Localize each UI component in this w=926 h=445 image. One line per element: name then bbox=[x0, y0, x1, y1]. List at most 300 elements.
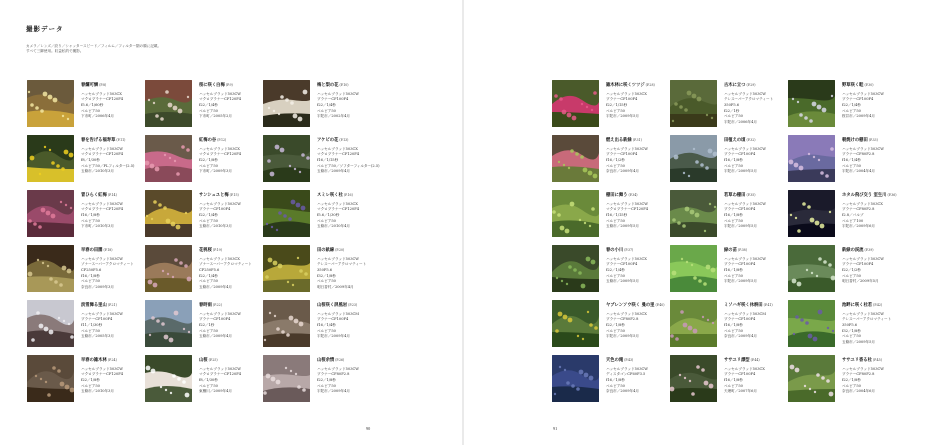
photo-entry bbox=[27, 355, 147, 405]
photo-detail-line: 宇陀市／2002年4月 bbox=[317, 114, 350, 119]
photo-detail-line: ハッセルブラッド503CX bbox=[317, 201, 358, 206]
photo-detail-line: ベルビア50 bbox=[81, 218, 100, 223]
photo-detail-line: テレスーパーアクロマティート bbox=[317, 262, 367, 267]
photo-detail-line: f16／1/15秒 bbox=[317, 157, 339, 162]
photo-detail-line: マクロプラナーCF120F4 bbox=[317, 152, 360, 157]
photo-info bbox=[724, 357, 792, 395]
photo-detail-line: ベルビア50 bbox=[199, 108, 218, 113]
photo-page-ref: (P.43) bbox=[624, 358, 634, 362]
photo-entry bbox=[788, 135, 908, 185]
photo-entry bbox=[27, 190, 147, 240]
photo-entry bbox=[552, 190, 672, 240]
photo-caption bbox=[606, 192, 674, 199]
photo-caption bbox=[724, 302, 792, 309]
photo-title: 燃え出る新緑 bbox=[606, 138, 632, 143]
photo-detail-line: f22／1/4秒 bbox=[199, 273, 218, 278]
photo-caption bbox=[81, 302, 149, 309]
photo-detail-line: プラナーCF100F4 bbox=[724, 152, 756, 157]
photo-detail-line: ハッセルブラッド503CW bbox=[842, 256, 884, 261]
photo-detail-line: 宇陀市／2004年4月 bbox=[842, 169, 875, 174]
photo-detail-line: 天理町／2007年6月 bbox=[724, 389, 757, 394]
photo-detail-line: f22／1/15秒 bbox=[606, 102, 628, 107]
photo-detail-line: ベルビア50 bbox=[81, 108, 100, 113]
photo-thumbnail bbox=[788, 135, 835, 182]
photo-detail-line: プラナーCF100F4 bbox=[81, 317, 113, 322]
photo-entry bbox=[27, 245, 147, 295]
photo-caption bbox=[842, 82, 910, 89]
photo-page-ref: (P.12) bbox=[217, 138, 227, 142]
photo-page-ref: (P.24) bbox=[107, 358, 117, 362]
photo-detail-line: f22／1/4秒 bbox=[199, 212, 218, 217]
photo-info bbox=[317, 82, 385, 120]
photo-detail-line: f16／1/8秒 bbox=[81, 273, 100, 278]
photo-detail-line: 宇陀市／2009年6月 bbox=[842, 224, 875, 229]
photo-detail-line: プラナーCF80F2.8 bbox=[842, 372, 875, 377]
photo-detail-line: 東櫛川／2009年4月 bbox=[199, 389, 232, 394]
photo-page-ref: (P.8) bbox=[99, 83, 107, 87]
photo-detail-line: 下市町／2006年4月 bbox=[81, 114, 114, 119]
photo-detail-line: ハッセルブラッド503CX bbox=[199, 256, 240, 261]
photo-entry bbox=[552, 300, 672, 350]
photo-thumbnail bbox=[670, 135, 717, 182]
photo-title: ホタル飛び交う 室生川 bbox=[842, 193, 887, 198]
photo-info bbox=[81, 82, 149, 120]
photo-info bbox=[199, 192, 267, 230]
photo-detail-line: f11／1/30秒 bbox=[81, 322, 103, 327]
photo-info bbox=[606, 302, 674, 340]
photo-entry bbox=[27, 135, 147, 185]
photo-entry bbox=[552, 355, 672, 405]
photo-info bbox=[81, 192, 149, 230]
photo-detail-line: ベルビア50 bbox=[199, 218, 218, 223]
photo-detail-line: f5.6／1/30秒 bbox=[317, 212, 340, 217]
photo-caption bbox=[317, 357, 385, 364]
photo-detail-line: ベルビア50／ソフターフィルター(2.5) bbox=[317, 163, 380, 168]
photo-page-ref: (P.22) bbox=[212, 303, 222, 307]
photo-detail-line: ベルビア50 bbox=[317, 108, 336, 113]
photo-caption bbox=[606, 357, 674, 364]
photo-title: 天色の滝 bbox=[606, 358, 624, 363]
photo-page-ref: (P.30) bbox=[864, 83, 874, 87]
photo-detail-line: f22／1/4秒 bbox=[199, 102, 218, 107]
photo-detail-line: ベルビア50 bbox=[606, 108, 625, 113]
photo-detail-line: f22／1/2秒 bbox=[842, 267, 861, 272]
photo-caption bbox=[842, 192, 910, 199]
photo-detail-line: ベルビア50 bbox=[724, 218, 743, 223]
photo-entry bbox=[552, 135, 672, 185]
photo-title: 春時雨 bbox=[199, 303, 212, 308]
photo-detail-line: 宇陀市／2009年5月 bbox=[606, 334, 639, 339]
photo-entry bbox=[788, 300, 908, 350]
photo-detail-line: ベルビア50 bbox=[81, 328, 100, 333]
photo-detail-line: 宇陀市／2009年4月 bbox=[317, 334, 350, 339]
photo-entry bbox=[263, 245, 383, 295]
photo-title: 田植えの頃 bbox=[724, 138, 746, 143]
photo-detail-line: ハッセルブラッド503CW bbox=[81, 311, 123, 316]
photo-thumbnail bbox=[145, 355, 192, 402]
photo-detail-line: 奈良市／2004年6月 bbox=[842, 389, 875, 394]
photo-title: サンシュユと梅 bbox=[199, 193, 229, 198]
photo-detail-line: CF250F5.6 bbox=[81, 267, 102, 272]
photo-info bbox=[317, 357, 385, 395]
photo-page-ref: (P.31) bbox=[632, 138, 642, 142]
photo-thumbnail bbox=[552, 355, 599, 402]
photo-page-ref: (P.25) bbox=[208, 358, 218, 362]
photo-entry bbox=[263, 190, 383, 240]
photo-detail-line: ハッセルブラッド503CW bbox=[81, 146, 123, 151]
section-title: 撮影データ bbox=[26, 25, 64, 33]
photo-thumbnail bbox=[788, 300, 835, 347]
photo-detail-line: 明日香村／2009年4月 bbox=[317, 285, 354, 290]
photo-detail-line: ハッセルブラッド503CM bbox=[317, 311, 359, 316]
photo-caption bbox=[81, 247, 149, 254]
photo-thumbnail bbox=[670, 300, 717, 347]
photo-title: 新緑の渓流 bbox=[842, 248, 864, 253]
photo-detail-line: 宇陀市／2009年4月 bbox=[317, 389, 350, 394]
photo-detail-line: プラナーCF100F4 bbox=[724, 262, 756, 267]
photo-detail-line: 五條市／2009年4月 bbox=[199, 334, 232, 339]
photo-detail-line: 五條市／2005年3月 bbox=[81, 334, 114, 339]
photo-data-grid-left bbox=[27, 80, 393, 402]
photo-info bbox=[317, 192, 385, 230]
photo-title: 桜に咲く白梅 bbox=[199, 83, 225, 88]
photo-info bbox=[317, 302, 385, 340]
photo-page-ref: (P.11) bbox=[116, 138, 126, 142]
photo-title: 野草咲く畦 bbox=[842, 83, 864, 88]
photo-detail-line: 五條市／2010年3月 bbox=[81, 389, 114, 394]
photo-detail-line: ベルビア50 bbox=[606, 218, 625, 223]
photo-detail-line: f16／1/8秒 bbox=[606, 377, 625, 382]
photo-detail-line: ハッセルブラッド503CX bbox=[317, 146, 358, 151]
photo-thumbnail bbox=[263, 80, 310, 127]
photo-detail-line: プラナーCF100F4 bbox=[724, 372, 756, 377]
photo-info bbox=[606, 357, 674, 395]
photo-title: 春を告げる福寿草 bbox=[81, 138, 116, 143]
photo-caption bbox=[606, 82, 674, 89]
photo-detail-line: f16／1/8秒 bbox=[724, 322, 743, 327]
photo-detail-line: ハッセルブラッド503CW bbox=[606, 366, 648, 371]
photo-detail-line: f22／1/4秒 bbox=[842, 102, 861, 107]
photo-entry bbox=[263, 300, 383, 350]
photo-title: 梅と梨の花 bbox=[317, 83, 339, 88]
photo-title: 早春の雑木林 bbox=[81, 358, 107, 363]
photo-info bbox=[606, 137, 674, 175]
intro-text bbox=[26, 44, 326, 55]
photo-detail-line: ハッセルブラッド503CW bbox=[724, 256, 766, 261]
photo-caption bbox=[606, 137, 674, 144]
photo-detail-line: 五條市／2009年4月 bbox=[317, 169, 350, 174]
photo-detail-line: ハッセルブラッド503CW bbox=[199, 311, 241, 316]
photo-detail-line: ハッセルブラッド503CX bbox=[842, 201, 883, 206]
photo-detail-line: プラナーCF100F4 bbox=[724, 207, 756, 212]
photo-detail-line: ベルビア50 bbox=[724, 383, 743, 388]
photo-detail-line: プラナーCF100F4 bbox=[199, 207, 231, 212]
photo-page-ref: (P.42) bbox=[873, 303, 883, 307]
photo-info bbox=[199, 357, 267, 395]
photo-detail-line: ベルビア50 bbox=[842, 334, 861, 339]
photo-detail-line: ベルビア50 bbox=[724, 328, 743, 333]
photo-page-ref: (P.32) bbox=[746, 138, 756, 142]
photo-page-ref: (P.38) bbox=[737, 248, 747, 252]
photo-thumbnail bbox=[788, 355, 835, 402]
photo-caption bbox=[199, 357, 267, 364]
photo-caption bbox=[199, 247, 267, 254]
photo-caption bbox=[199, 302, 267, 309]
photo-detail-line: 宇陀市／2009年5月 bbox=[606, 114, 639, 119]
photo-detail-line: ハッセルブラッド503CX bbox=[606, 256, 647, 261]
photo-detail-line: ハッセルブラッド503CX bbox=[724, 366, 765, 371]
photo-detail-line: 350F5.6 bbox=[842, 322, 858, 327]
photo-detail-line: マクロプラナーCF120F4 bbox=[317, 207, 360, 212]
photo-caption bbox=[317, 302, 385, 309]
photo-detail-line: f16／1/8秒 bbox=[724, 377, 743, 382]
photo-thumbnail bbox=[145, 80, 192, 127]
photo-title: 棚田に舞う bbox=[606, 193, 628, 198]
photo-detail-line: f16／1/8秒 bbox=[724, 157, 743, 162]
photo-thumbnail bbox=[670, 245, 717, 292]
photo-caption bbox=[606, 247, 674, 254]
photo-detail-line: 桜井市／2009年4月 bbox=[842, 114, 875, 119]
photo-page-ref: (P.40) bbox=[655, 303, 665, 307]
photo-title: ササユリ漂型 bbox=[724, 358, 750, 363]
photo-info bbox=[199, 302, 267, 340]
photo-detail-line: ハッセルブラッド503CM bbox=[724, 311, 766, 316]
photo-info bbox=[842, 82, 910, 120]
photo-detail-line: f22／1/8秒 bbox=[81, 377, 100, 382]
photo-title: 緑の苗 bbox=[724, 248, 737, 253]
photo-title: 古木に立つ bbox=[724, 83, 746, 88]
photo-detail-line: ハッセルブラッド503CW bbox=[81, 201, 123, 206]
photo-detail-line: ベルビア50 bbox=[199, 163, 218, 168]
page-number: 91 bbox=[553, 426, 558, 431]
photo-detail-line: ハッセルブラッド503CW bbox=[317, 256, 359, 261]
photo-info bbox=[842, 302, 910, 346]
photo-info bbox=[81, 137, 149, 175]
photo-detail-line: f8／1/30秒 bbox=[81, 157, 100, 162]
photo-info bbox=[724, 302, 792, 340]
photo-detail-line: 五條市／2010年4月 bbox=[317, 224, 350, 229]
photo-info bbox=[81, 302, 149, 340]
photo-detail-line: 五條市／2010年3月 bbox=[81, 169, 114, 174]
photo-detail-line: 五條市／2010年3月 bbox=[199, 224, 232, 229]
photo-detail-line: ベルビア50 bbox=[317, 328, 336, 333]
photo-detail-line: ベルビア50 bbox=[606, 163, 625, 168]
photo-detail-line: 宇陀市／2009年5月 bbox=[724, 279, 757, 284]
photo-detail-line: f32／1/8秒 bbox=[842, 328, 861, 333]
photo-caption bbox=[724, 192, 792, 199]
photo-caption bbox=[199, 192, 267, 199]
photo-detail-line: ハッセルブラッド503CW bbox=[842, 146, 884, 151]
photo-detail-line: プラナーCF100F4 bbox=[199, 317, 231, 322]
photo-detail-line: f22／1/8秒 bbox=[842, 377, 861, 382]
photo-entry bbox=[145, 245, 265, 295]
photo-detail-line: ベルビア50 bbox=[842, 273, 861, 278]
photo-detail-line: ベルビア50 bbox=[842, 108, 861, 113]
photo-detail-line: ベルビア100 bbox=[842, 218, 864, 223]
photo-detail-line: ハッセルブラッド503CW bbox=[842, 311, 884, 316]
photo-detail-line: 五條市／2009年4月 bbox=[199, 285, 232, 290]
right-page bbox=[463, 0, 926, 445]
photo-title: 花桃桜 bbox=[199, 248, 212, 253]
photo-caption bbox=[317, 192, 385, 199]
photo-detail-line: ベルビア50 bbox=[606, 328, 625, 333]
photo-detail-line: ベルビア50 bbox=[842, 163, 861, 168]
photo-page-ref: (P.35) bbox=[746, 193, 756, 197]
photo-thumbnail bbox=[27, 355, 74, 402]
photo-detail-line: テレスーパーアクロマティート bbox=[724, 97, 774, 102]
photo-detail-line: f22／1秒 bbox=[199, 322, 215, 327]
photo-thumbnail bbox=[27, 135, 74, 182]
photo-info bbox=[606, 192, 674, 230]
photo-detail-line: ハッセルブラッド503CW bbox=[199, 366, 241, 371]
photo-entry bbox=[670, 190, 790, 240]
photo-detail-line: プラナーCF100F4 bbox=[606, 97, 638, 102]
photo-thumbnail bbox=[263, 245, 310, 292]
photo-thumbnail bbox=[552, 245, 599, 292]
photo-page-ref: (P.34) bbox=[628, 193, 638, 197]
photo-entry bbox=[670, 300, 790, 350]
photo-detail-line: マクロプラナーCF120F4 bbox=[199, 97, 242, 102]
photo-info bbox=[81, 247, 149, 291]
intro-line: カメラ／レンズ／絞り／シャッタースピード／フィルム／フィルター類の順に記載。 bbox=[26, 44, 162, 48]
photo-title: 雑木林に咲くツツジ bbox=[606, 83, 645, 88]
photo-detail-line: ベルビア50 bbox=[606, 383, 625, 388]
photo-info bbox=[81, 357, 149, 395]
photo-title: 若草わ棚田 bbox=[724, 193, 746, 198]
photo-page-ref: (P.44) bbox=[750, 358, 760, 362]
photo-detail-line: CF250F5.6 bbox=[199, 267, 220, 272]
photo-title: 淡雪舞る里山 bbox=[81, 303, 107, 308]
photo-caption bbox=[724, 137, 792, 144]
photo-entry bbox=[145, 300, 265, 350]
photo-caption bbox=[724, 357, 792, 364]
photo-info bbox=[606, 247, 674, 285]
photo-detail-line: ハッセルブラッド503CW bbox=[81, 256, 123, 261]
photo-entry bbox=[145, 190, 265, 240]
photo-detail-line: f2.8／バルブ bbox=[842, 212, 864, 217]
photo-thumbnail bbox=[788, 245, 835, 292]
photo-thumbnail bbox=[552, 80, 599, 127]
photo-data-grid-right bbox=[552, 80, 918, 402]
photo-detail-line: ハッセルブラッド503CW bbox=[199, 91, 241, 96]
photo-detail-line: ハッセルブラッド503CX bbox=[606, 91, 647, 96]
photo-page-ref: (P.33) bbox=[868, 138, 878, 142]
photo-entry bbox=[788, 355, 908, 405]
photo-detail-line: プラナーCF80F2.8 bbox=[606, 317, 639, 322]
photo-entry bbox=[263, 135, 383, 185]
photo-detail-line: ハッセルブラッド503CW bbox=[606, 146, 648, 151]
photo-detail-line: ハッセルブラッド503CW bbox=[199, 201, 241, 206]
photo-caption bbox=[842, 247, 910, 254]
photo-detail-line: 奈良市／2009年3月 bbox=[81, 285, 114, 290]
photo-detail-line: ディスタゴンCF60F3.5 bbox=[606, 372, 646, 377]
photo-title: 田の畝線 bbox=[317, 248, 335, 253]
photo-page-ref: (P.41) bbox=[763, 303, 773, 307]
photo-detail-line: 350F5.6 bbox=[317, 267, 333, 272]
photo-detail-line: 下市町／2009年3月 bbox=[199, 169, 232, 174]
photo-page-ref: (P.21) bbox=[107, 303, 117, 307]
photo-title: 早春の田園 bbox=[81, 248, 103, 253]
photo-detail-line: 宇陀市／2006年4月 bbox=[724, 120, 757, 125]
photo-info bbox=[724, 82, 792, 126]
photo-info bbox=[606, 82, 674, 120]
page-number: 90 bbox=[366, 426, 371, 431]
photo-detail-line: ハッセルブラッド503CW bbox=[842, 366, 884, 371]
photo-thumbnail bbox=[27, 190, 74, 237]
photo-detail-line: マクロプラナーCF120F4 bbox=[199, 152, 242, 157]
photo-detail-line: マクロプラナーCF120F4 bbox=[81, 97, 124, 102]
photo-thumbnail bbox=[263, 355, 310, 402]
photo-caption bbox=[724, 247, 792, 254]
photo-detail-line: マクロプラナーCF120F4 bbox=[606, 207, 649, 212]
photo-entry bbox=[670, 245, 790, 295]
photo-thumbnail bbox=[27, 80, 74, 127]
photo-detail-line: ベルビア50 bbox=[81, 279, 100, 284]
photo-detail-line: ベルビア50 bbox=[199, 383, 218, 388]
photo-detail-line: プラナーCF100F4 bbox=[842, 262, 874, 267]
photo-caption bbox=[81, 192, 149, 199]
photo-detail-line: 五條市／2009年5月 bbox=[842, 340, 875, 345]
photo-page-ref: (P.20) bbox=[335, 248, 345, 252]
photo-detail-line: ベルビア50 bbox=[606, 273, 625, 278]
photo-title: 池畔に咲く杜若 bbox=[842, 303, 873, 308]
photo-detail-line: f16／1/2秒 bbox=[606, 157, 625, 162]
photo-thumbnail bbox=[145, 245, 192, 292]
photo-detail-line: ベルビア50 bbox=[724, 163, 743, 168]
photo-detail-line: ハッセルブラッド503CW bbox=[842, 91, 884, 96]
photo-detail-line: ベルビア50／PLフィルター(2.5) bbox=[81, 163, 135, 168]
photo-detail-line: プラナーCF80F2.8 bbox=[842, 152, 875, 157]
photo-thumbnail bbox=[670, 190, 717, 237]
photo-detail-line: f22／1/4秒 bbox=[317, 102, 336, 107]
photo-info bbox=[842, 247, 910, 285]
photo-detail-line: ベルビア50 bbox=[724, 273, 743, 278]
photo-page-ref: (P.36) bbox=[887, 193, 897, 197]
photo-title: 春爛可憐 bbox=[81, 83, 99, 88]
photo-detail-line: プラナーCF100F4 bbox=[317, 317, 349, 322]
photo-caption bbox=[724, 82, 792, 89]
photo-entry bbox=[552, 245, 672, 295]
photo-entry bbox=[145, 135, 265, 185]
photo-page-ref: (P.18) bbox=[103, 248, 113, 252]
photo-detail-line: ハッセルブラッド503CX bbox=[199, 146, 240, 151]
photo-page-ref: (P.16) bbox=[343, 193, 353, 197]
photo-detail-line: ベルビア50 bbox=[199, 279, 218, 284]
photo-detail-line: プラナーCF80F2.8 bbox=[317, 372, 350, 377]
photo-caption bbox=[199, 137, 267, 144]
photo-title: 春の小川 bbox=[606, 248, 624, 253]
photo-entry bbox=[145, 80, 265, 130]
photo-detail-line: f16／1/8秒 bbox=[724, 267, 743, 272]
photo-page-ref: (P.10) bbox=[339, 83, 349, 87]
photo-detail-line: f22／1/8秒 bbox=[317, 377, 336, 382]
photo-detail-line: プラナーCF100F4 bbox=[724, 317, 756, 322]
intro-line: すべて三脚使用。収益私的で撮影。 bbox=[26, 49, 84, 54]
photo-detail-line: 奈良市／2009年4月 bbox=[606, 389, 639, 394]
photo-detail-line: 奈良市／2009年4月 bbox=[606, 169, 639, 174]
photo-thumbnail bbox=[788, 80, 835, 127]
photo-detail-line: プラナーCF100F4 bbox=[606, 262, 638, 267]
photo-detail-line: ハッセルブラッド503CW bbox=[606, 201, 648, 206]
photo-detail-line: マクロプラナーCF120F4 bbox=[81, 152, 124, 157]
photo-detail-line: ゾナースーパーアクロマティート bbox=[199, 262, 252, 267]
photo-title: 山桜 bbox=[199, 358, 208, 363]
photo-info bbox=[199, 137, 267, 175]
photo-detail-line: 宇陀市／2009年5月 bbox=[724, 224, 757, 229]
photo-detail-line: f22／1/8秒 bbox=[199, 157, 218, 162]
photo-entry bbox=[670, 135, 790, 185]
photo-page-ref: (P.39) bbox=[864, 248, 874, 252]
